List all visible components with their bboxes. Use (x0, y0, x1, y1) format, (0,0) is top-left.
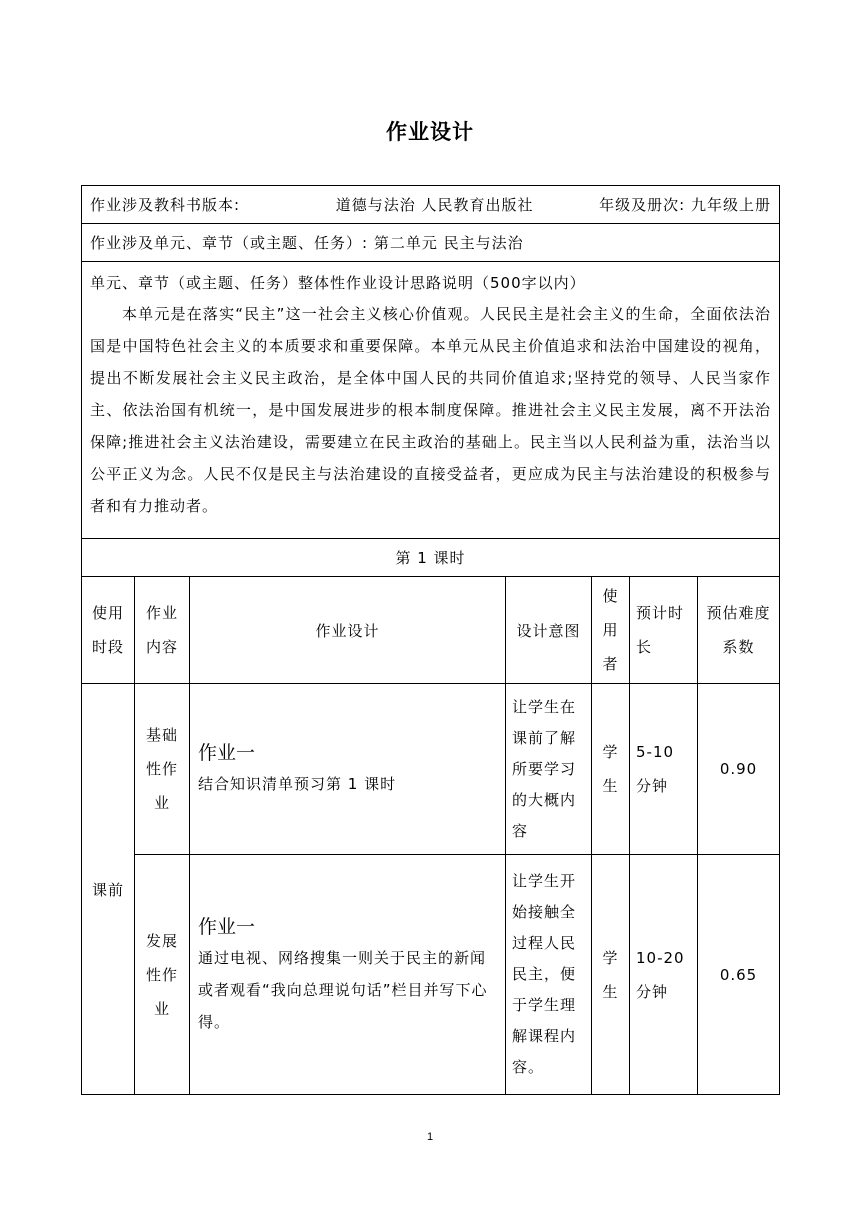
row-time: 5-10 分钟 (630, 684, 698, 855)
homework-body: 结合知识清单预习第 1 课时 (198, 775, 397, 793)
header-row (82, 577, 780, 684)
table-row (82, 684, 780, 855)
textbook-row (82, 186, 780, 224)
lesson-row (82, 539, 780, 577)
homework-title: 作业一 (198, 915, 256, 938)
unit-row (82, 224, 780, 262)
unit-text: 作业涉及单元、章节（或主题、任务）: 第二单元 民主与法治 (90, 234, 524, 252)
header-content: 作业内容 (135, 577, 190, 684)
textbook-label: 作业涉及教科书版本: (90, 196, 241, 214)
header-design: 作业设计 (190, 577, 506, 684)
row-user: 学生 (592, 684, 630, 855)
design-paragraph: 本单元是在落实“民主”这一社会主义核心价值观。人民民主是社会主义的生命，全面依法治国是中国特色社会主义的本质要求和重要保障。本单元从民主价值追求和法治中国建设的视角，提出不断发展社会主义民主政治，是全体中国人民的共同价值追求;坚持党的领导、人民当家作主、依法治国有机统一，是中国发展进步的根本制度保障。推进社会主义民主发展，离不开法治保障;推进社会主义法治建设，需要建立在民主政治的基础上。民主当以人民利益为重，法治当以公平正义为念。人民不仅是民主与法治建设的直接受益者，更应成为民主与法治建设的积极参与者和有力推动者。 (90, 305, 772, 515)
row-intent: 让学生开始接触全过程人民民主，便于学生理解课程内容。 (506, 855, 592, 1095)
row-difficulty: 0.90 (698, 684, 780, 855)
row-intent: 让学生在课前了解所要学习的大概内容 (506, 684, 592, 855)
table-row (82, 855, 780, 1095)
header-period: 使用时段 (82, 577, 135, 684)
homework-title: 作业一 (198, 742, 256, 764)
lesson-title: 第 1 课时 (395, 549, 466, 567)
grade-value: 九年级上册 (691, 196, 772, 214)
row-design (190, 855, 506, 1095)
homework-body: 通过电视、网络搜集一则关于民主的新闻或者观看“我向总理说句话”栏目并写下心得。 (198, 948, 488, 1031)
page-number: 1 (426, 1131, 434, 1143)
homework-design-table (81, 185, 780, 1095)
header-time: 预计时长 (630, 577, 698, 684)
row-time: 10-20 分钟 (630, 855, 698, 1095)
row-difficulty: 0.65 (698, 855, 780, 1095)
header-intent: 设计意图 (506, 577, 592, 684)
design-heading: 单元、章节（或主题、任务）整体性作业设计思路说明（500字以内） (90, 274, 586, 292)
header-user: 使用者 (592, 577, 630, 684)
page-title: 作业设计 (386, 120, 474, 144)
row-design (190, 684, 506, 855)
period-cell: 课前 (82, 684, 135, 1095)
design-row (82, 262, 780, 539)
row-type: 发展性作业 (135, 855, 190, 1095)
grade-label: 年级及册次: (599, 196, 686, 214)
row-user: 学生 (592, 855, 630, 1095)
header-difficulty: 预估难度系数 (698, 577, 780, 684)
row-type: 基础性作业 (135, 684, 190, 855)
textbook-value: 道德与法治 人民教育出版社 (335, 196, 534, 214)
